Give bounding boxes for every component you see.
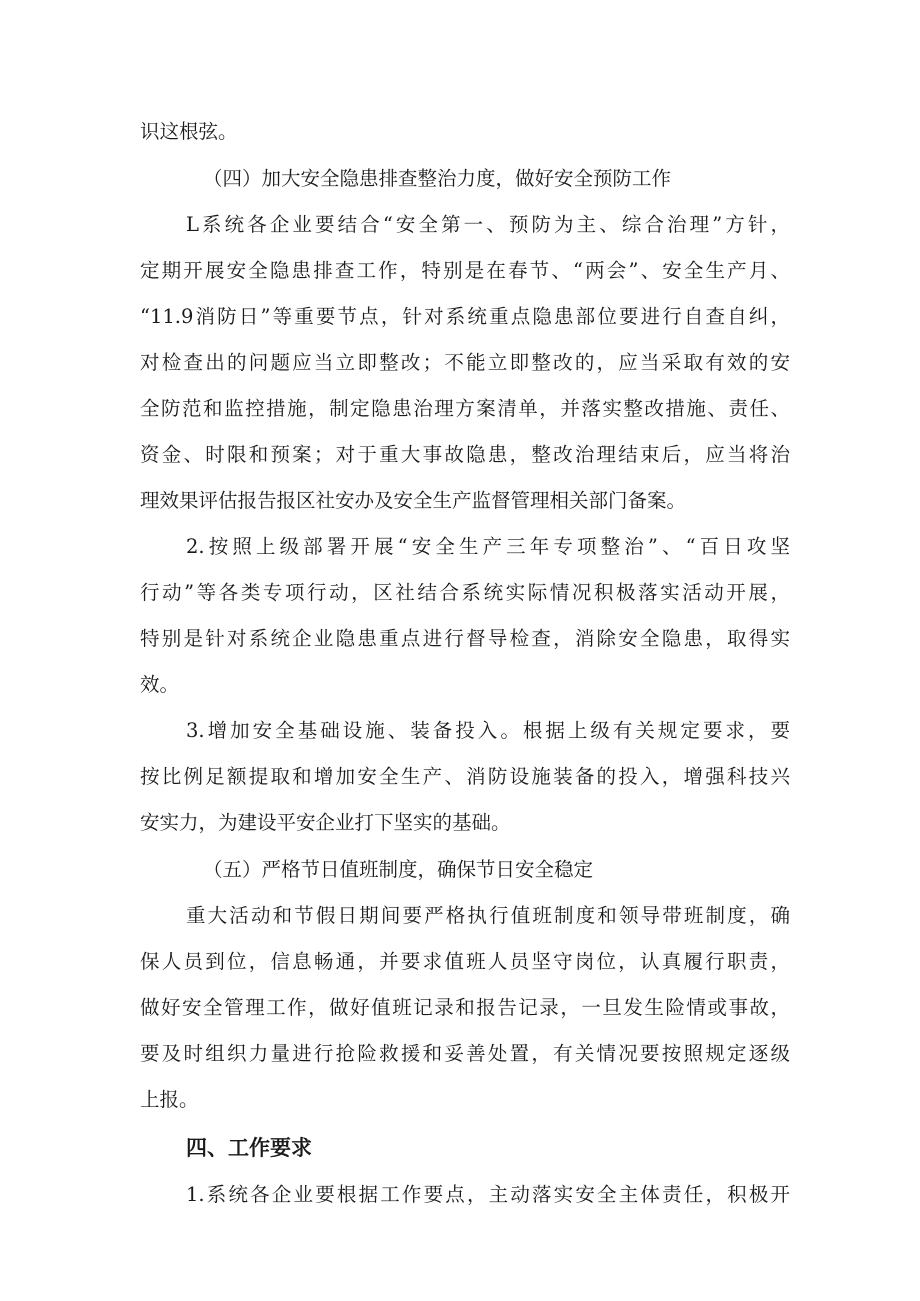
paragraph-line: 要及时组织力量进行抢险救援和妥善处置，有关情况要按照规定逐级 — [140, 1042, 790, 1065]
paragraph-line: 识这根弦。 — [140, 120, 238, 143]
paragraph-line: 理效果评估报告报区社安办及安全生产监督管理相关部门备案。 — [140, 489, 687, 512]
paragraph-line: 安实力，为建设平安企业打下坚实的基础。 — [140, 811, 511, 834]
paragraph-line: 对检查出的问题应当立即整改；不能立即整改的，应当采取有效的安 — [140, 351, 790, 374]
section-heading-4: （四）加大安全隐患排查整治力度，做好安全预防工作 — [203, 167, 672, 190]
paragraph-line: 做好安全管理工作，做好值班记录和报告记录，一旦发生险情或事故， — [140, 996, 790, 1019]
section-heading-requirements: 四、工作要求 — [186, 1136, 312, 1160]
paragraph-line: 特别是针对系统企业隐患重点进行督导检查，消除安全隐患，取得实 — [140, 627, 790, 650]
paragraph-line: 上报。 — [140, 1088, 199, 1111]
paragraph-line: 1.系统各企业要根据工作要点，主动落实安全主体责任，积极开 — [186, 1183, 790, 1206]
section-heading-5: （五）严格节日值班制度，确保节日安全稳定 — [203, 858, 594, 881]
paragraph-line: 行动”等各类专项行动，区社结合系统实际情况积极落实活动开展， — [140, 581, 790, 604]
paragraph-line: 定期开展安全隐患排查工作，特别是在春节、“两会”、安全生产月、 — [140, 259, 790, 282]
paragraph-line: 按比例足额提取和增加安全生产、消防设施装备的投入，增强科技兴 — [140, 765, 790, 788]
paragraph-line: L系统各企业要结合“安全第一、预防为主、综合治理”方针， — [186, 213, 790, 236]
paragraph-line: 资金、时限和预案；对于重大事故隐患，整改治理结束后，应当将治 — [140, 443, 790, 466]
paragraph-line: 全防范和监控措施，制定隐患治理方案清单，并落实整改措施、责任、 — [140, 397, 790, 420]
paragraph-line: 效。 — [140, 673, 180, 696]
paragraph-line: “11.9消防日”等重要节点，针对系统重点隐患部位要进行自查自纠， — [140, 305, 790, 328]
paragraph-line: 2.按照上级部署开展“安全生产三年专项整治”、“百日攻坚 — [186, 535, 790, 558]
paragraph-line: 保人员到位，信息畅通，并要求值班人员坚守岗位，认真履行职责， — [140, 950, 790, 973]
paragraph-line: 重大活动和节假日期间要严格执行值班制度和领导带班制度，确 — [186, 904, 790, 927]
paragraph-line: 3.增加安全基础设施、装备投入。根据上级有关规定要求，要 — [186, 719, 790, 742]
